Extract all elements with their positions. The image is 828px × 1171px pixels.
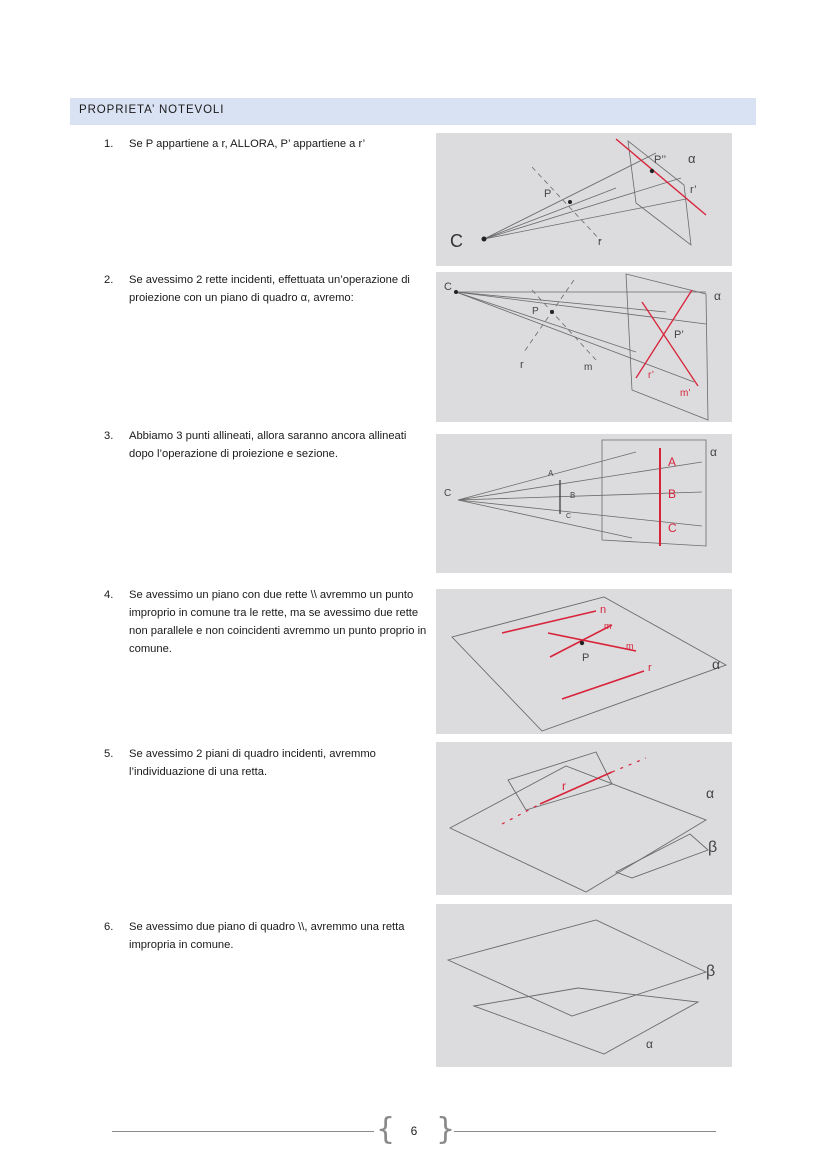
label-alpha: α — [688, 151, 696, 166]
footer-line-left — [112, 1131, 374, 1132]
label-a-prime: A — [668, 455, 677, 469]
label-p: P — [582, 652, 590, 664]
label-m-prime: m’ — [680, 388, 691, 399]
sketch-photo-1 — [436, 133, 732, 266]
sketch-6 — [436, 904, 732, 1067]
sketch-3 — [436, 434, 732, 573]
item-number: 2. — [104, 274, 114, 286]
section-header — [70, 98, 756, 125]
footer-brace-right: } — [436, 1112, 456, 1147]
label-alpha: α — [706, 785, 715, 801]
label-beta: β — [708, 839, 718, 856]
sketch-5 — [436, 742, 732, 895]
label-alpha: α — [712, 656, 721, 672]
label-r: r — [648, 662, 652, 674]
item-number: 4. — [104, 589, 114, 601]
label-r: r — [520, 359, 524, 371]
sketch-photo-6 — [436, 904, 732, 1067]
footer-line-right — [454, 1131, 716, 1132]
page-number: 6 — [410, 1124, 418, 1138]
sketch-photo-2 — [436, 272, 732, 422]
sketch-4 — [436, 589, 732, 734]
label-a: A — [548, 469, 554, 478]
label-b: B — [570, 491, 576, 500]
label-c: C — [444, 281, 452, 293]
item-text: Se avessimo 2 piani di quadro incidenti, avremmo l’individuazione di una retta. — [129, 748, 376, 778]
label-r: r — [598, 236, 602, 248]
label-p-prime: P’’ — [654, 154, 667, 166]
label-beta: β — [706, 963, 716, 980]
item-text: Se avessimo un piano con due rette \\ avremmo un punto improprio in comune tra le rette, ma se avessimo due rette non parallele e non coincidenti avremmo un punto proprio in comune. — [129, 589, 427, 655]
sketch-photo-3 — [436, 434, 732, 573]
label-b-prime: B — [668, 487, 677, 501]
sketch-2 — [436, 272, 732, 422]
label-r: r — [562, 779, 566, 793]
item-number: 6. — [104, 921, 114, 933]
item-text: Abbiamo 3 punti allineati, allora saranno ancora allineati dopo l’operazione di proiezione e sezione. — [129, 430, 407, 460]
sketch-photo-5 — [436, 742, 732, 895]
label-r-prime: r’ — [648, 370, 654, 381]
label-m: m — [584, 362, 593, 373]
item-text: Se P appartiene a r, ALLORA, P’ appartiene a r’ — [129, 138, 366, 150]
label-p: P — [532, 306, 539, 317]
label-p: P — [544, 188, 552, 200]
label-n: n — [600, 604, 607, 616]
label-c: C — [444, 488, 452, 499]
item-text: Se avessimo due piano di quadro \\, avremmo una retta impropria in comune. — [129, 921, 405, 951]
label-alpha: α — [646, 1037, 653, 1051]
label-c-prime: C — [668, 521, 677, 535]
label-p-prime: P’ — [674, 329, 684, 341]
label-c-small: C — [566, 513, 572, 520]
item-text: Se avessimo 2 rette incidenti, effettuata un’operazione di proiezione con un piano di quadro α, avremo: — [129, 274, 410, 304]
footer-brace-left: { — [376, 1112, 396, 1147]
label-alpha: α — [714, 289, 721, 303]
item-number: 5. — [104, 748, 114, 760]
item-number: 3. — [104, 430, 114, 442]
label-r-prime: r’ — [690, 184, 697, 196]
sketch-photo-4 — [436, 589, 732, 734]
label-c: C — [450, 231, 463, 251]
label-m-2: m — [626, 641, 634, 651]
item-number: 1. — [104, 138, 114, 150]
label-m: m — [604, 621, 612, 631]
section-title: PROPRIETA’ NOTEVOLI — [79, 104, 225, 116]
label-alpha: α — [710, 445, 717, 459]
sketch-1 — [436, 133, 732, 266]
